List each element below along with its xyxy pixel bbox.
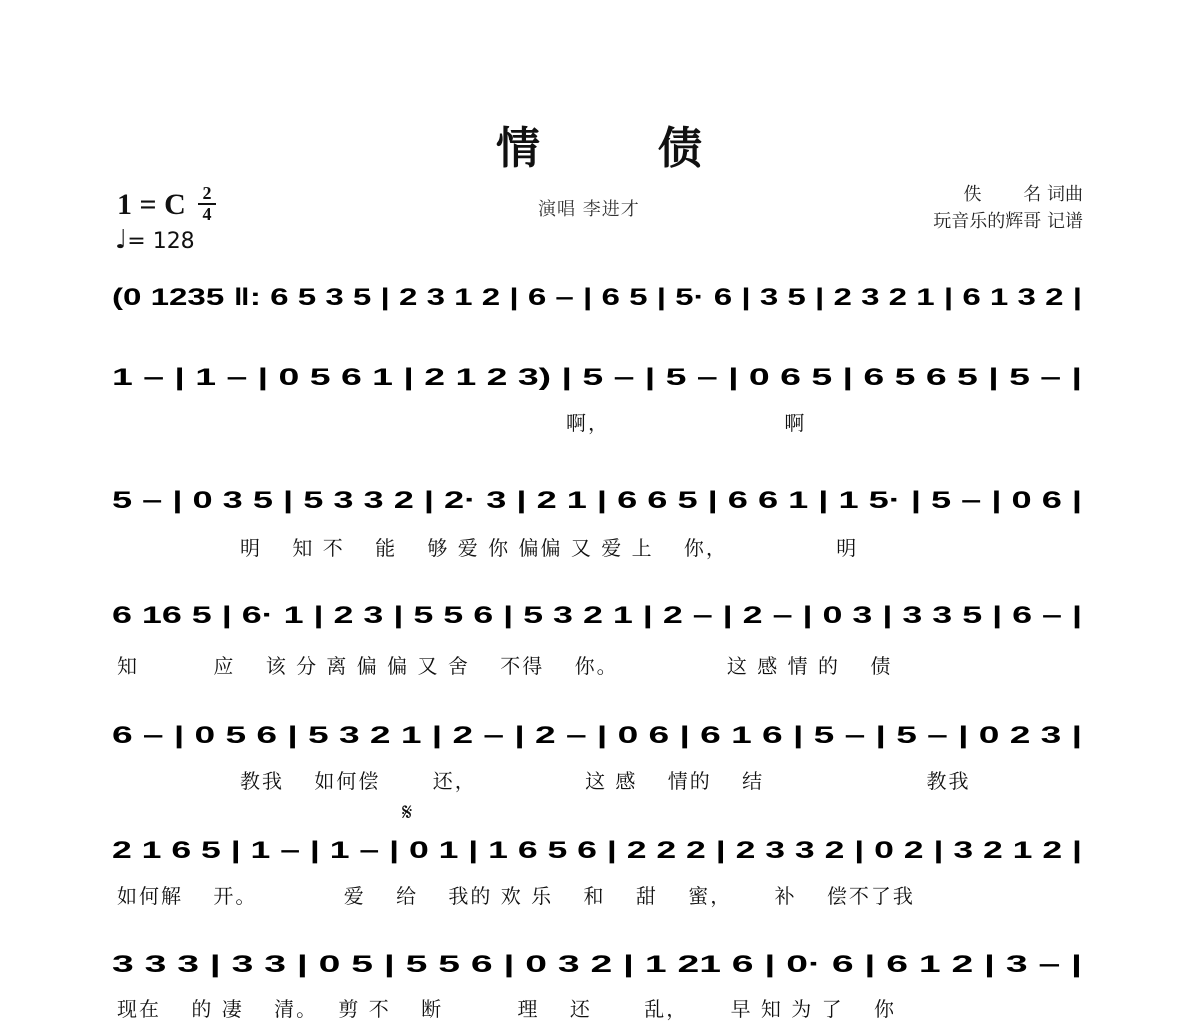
time-sig-bottom: 4	[202, 204, 212, 224]
lyrics-row-5: 教我 如何偿 还， 这 感 情的 结 教我	[240, 769, 971, 793]
lyrics-row-6: 如何解 开。 爱 给 我的 欢 乐 和 甜 蜜， 补 偿不了我	[117, 884, 915, 908]
tempo	[115, 225, 195, 255]
notation-row-5	[112, 713, 1092, 763]
notation-row-6	[112, 828, 1092, 878]
composer-credit: 佚 名 词曲	[963, 184, 1083, 205]
lyrics-row-4: 知 应 该 分 离 偏 偏 又 舍 不得 你。 这 感 情 的 债	[117, 654, 893, 678]
tempo-value: = 128	[127, 229, 195, 254]
title-char-2: 债	[658, 123, 704, 174]
notation-row-2	[112, 355, 1092, 405]
transcriber-credit: 玩音乐的辉哥 记谱	[933, 211, 1083, 232]
title-char-1: 情	[496, 123, 542, 174]
notation-row-2-notes: 1 – | 1 – | 0 5 6 1 | 2 1 2 3) | 5 – | 5 – | 0 6 5 | 6 5 6 5 | 5 – |	[112, 364, 1082, 391]
time-sig-top: 2	[202, 183, 212, 203]
singer-credit: 演唱 李进才	[538, 199, 640, 220]
notation-row-5-notes: 6 – | 0 5 6 | 5 3 2 1 | 2 – | 2 – | 0 6 | 6 1 6 | 5 – | 5 – | 0 2 3 |	[112, 722, 1082, 749]
notation-row-7	[112, 942, 1092, 992]
notation-row-4-notes: 6 16 5 | 6· 1 | 2 3 | 5 5 6 | 5 3 2 1 | 2 – | 2 – | 0 3 | 3 3 5 | 6 – |	[112, 602, 1082, 629]
notation-row-1	[112, 275, 1092, 325]
segno-sign: 𝄋	[402, 798, 413, 826]
notation-row-1-notes: (0 1235 ‖: 6 5 3 5 | 2 3 1 2 | 6 – | 6 5 | 5· 6 | 3 5 | 2 3 2 1 | 6 1 3 2 |	[112, 284, 1082, 311]
lyrics-row-7: 现在 的 凄 清。 剪 不 断 理 还 乱， 早 知 为 了 你	[117, 997, 897, 1021]
notation-row-4	[112, 593, 1092, 643]
notation-row-6-notes: 2 1 6 5 | 1 – | 1 – | 0 1 | 1 6 5 6 | 2 2 2 | 2 3 3 2 | 0 2 | 3 2 1 2 |	[112, 837, 1082, 864]
quarter-note-icon: ♩	[115, 225, 128, 255]
notation-row-3	[112, 478, 1092, 528]
notation-row-3-notes: 5 – | 0 3 5 | 5 3 3 2 | 2· 3 | 2 1 | 6 6 5 | 6 6 1 | 1 5· | 5 – | 0 6 |	[112, 487, 1082, 514]
song-title	[0, 112, 1200, 176]
lyrics-row-2: 啊， 啊	[566, 411, 807, 435]
lyrics-row-3: 明 知 不 能 够 爱 你 偏偏 又 爱 上 你， 明	[240, 536, 859, 560]
notation-row-7-notes: 3 3 3 | 3 3 | 0 5 | 5 5 6 | 0 3 2 | 1 21 6 | 0· 6 | 6 1 2 | 3 – |	[112, 951, 1082, 978]
time-signature	[196, 184, 218, 224]
key-signature: 1 = C	[117, 188, 186, 221]
